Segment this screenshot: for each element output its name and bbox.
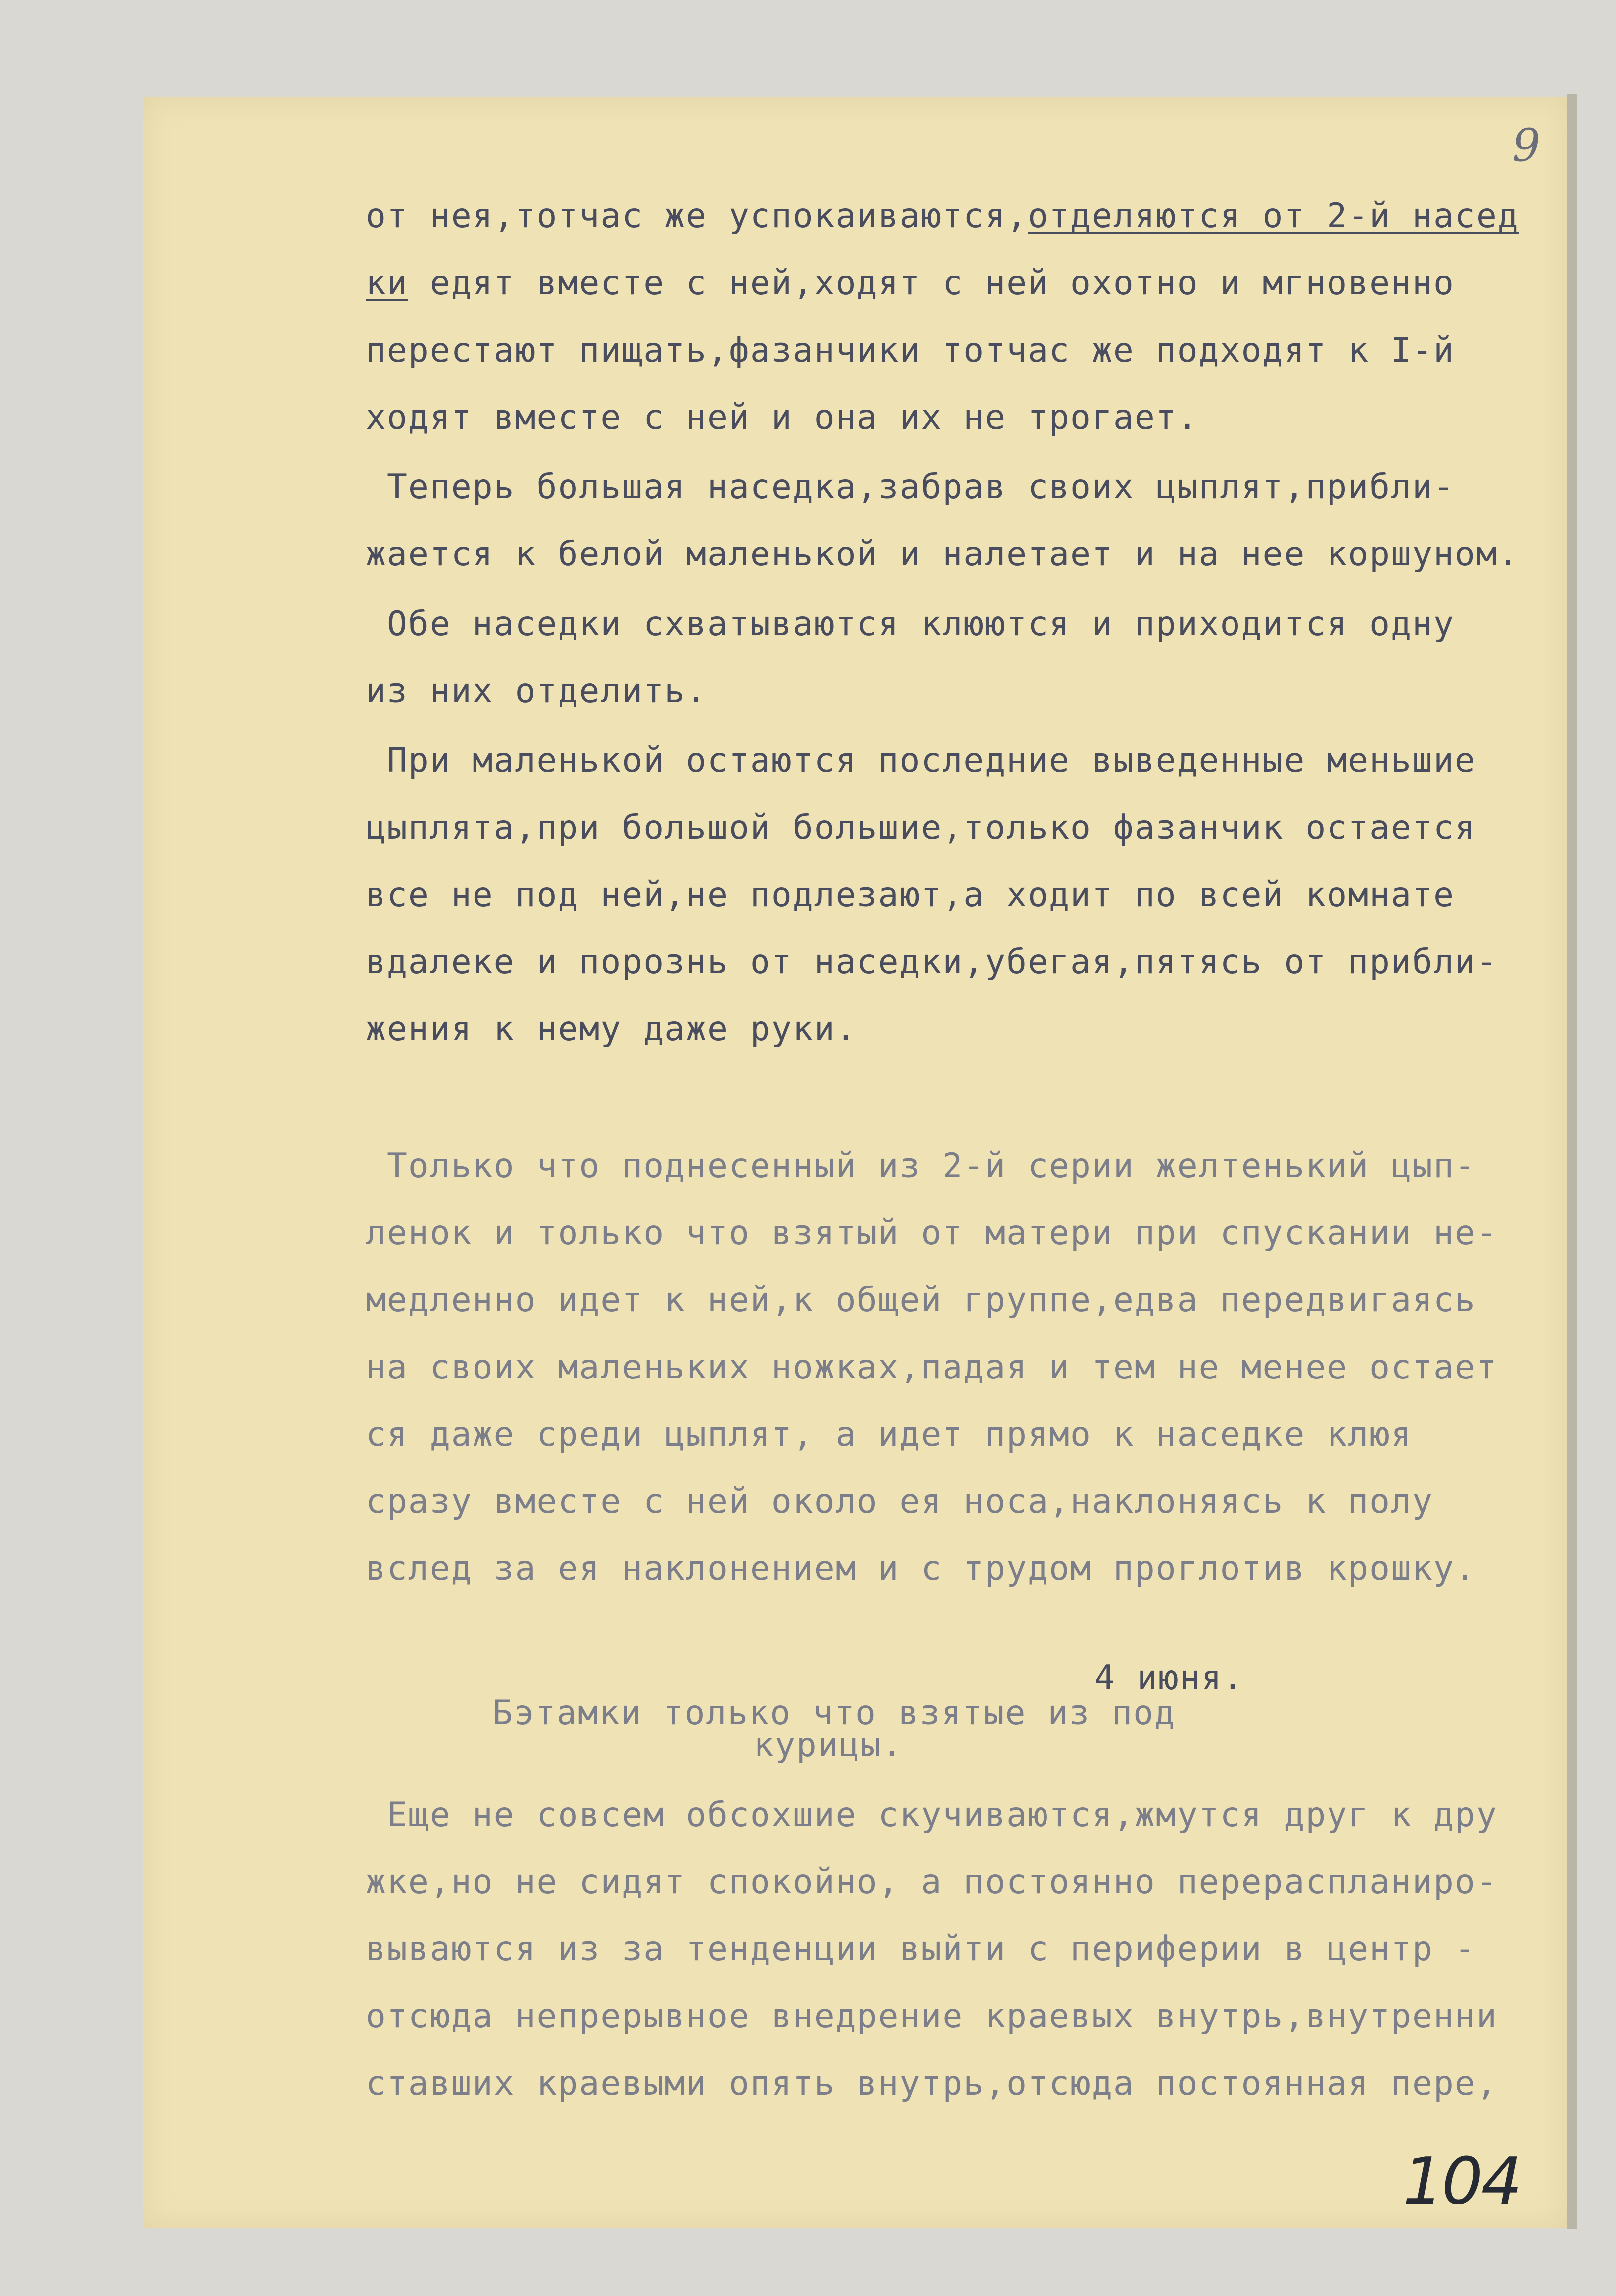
- text-line: [366, 604, 1455, 643]
- text-line: [366, 467, 1455, 507]
- text-segment: ходят вместе с ней и она их не трогает.: [366, 398, 1199, 437]
- text-line: жке,но не сидят спокойно, а постоянно перераспланиро-: [366, 1862, 1498, 1902]
- archive-number: 104: [1403, 2143, 1521, 2219]
- text-segment: Обе наседки схватываются клюются и приходится одну: [366, 604, 1455, 643]
- text-line: [366, 1549, 1476, 1588]
- text-segment: вслед за ея наклонением и с трудом проглотив крошку.: [366, 1549, 1476, 1588]
- text-segment: от нея,тотчас же успокаиваются,: [366, 196, 1028, 236]
- text-line: ставших краевыми опять внутрь,отсюда постоянная пере,: [366, 2064, 1498, 2103]
- text-line: [366, 942, 1498, 982]
- text-line: [366, 671, 707, 711]
- page-edge-shadow: [1567, 94, 1577, 2229]
- text-segment: жения к нему даже руки.: [366, 1010, 857, 1049]
- text-line: вываются из за тенденции выйти с периферии в центр -: [366, 1929, 1476, 1969]
- text-segment: жается к белой маленькой и налетает и на нее коршуном.: [366, 535, 1519, 574]
- date-heading: 4 июня.: [1094, 1658, 1244, 1698]
- text-line: [366, 1415, 1412, 1454]
- section-heading-line-2: курицы.: [754, 1726, 903, 1765]
- text-segment: ся даже среди цыплят, а идет прямо к наседке клюя: [366, 1415, 1413, 1454]
- text-line: Еще не совсем обсохшие скучиваются,жмутся друг к дру: [366, 1795, 1498, 1835]
- text-line: [366, 875, 1455, 915]
- text-segment: цыплята,при большой большие,только фазанчик остается: [366, 808, 1476, 847]
- text-line: [366, 196, 1519, 236]
- text-segment: ленок и только что взятый от матери при спускании не-: [366, 1213, 1498, 1253]
- text-line: [366, 1146, 1476, 1186]
- text-line: [366, 331, 1455, 370]
- underlined-text: ки: [366, 264, 408, 303]
- text-segment: Теперь большая наседка,забрав своих цыплят,прибли-: [366, 467, 1455, 507]
- text-line: [366, 398, 1199, 437]
- text-line: [366, 808, 1476, 847]
- text-segment: на своих маленьких ножках,падая и тем не менее остает: [366, 1348, 1498, 1387]
- section-heading-line-1: Бэтамки только что взятые из под: [492, 1693, 1176, 1733]
- text-segment: едят вместе с ней,ходят с ней охотно и мгновенно: [408, 264, 1455, 303]
- text-segment: вдалеке и порознь от наседки,убегая,пятясь от прибли-: [366, 942, 1498, 982]
- text-line: отсюда непрерывное внедрение краевых внутрь,внутренни: [366, 1997, 1498, 2036]
- text-line: [366, 1482, 1433, 1521]
- text-segment: При маленькой остаются последние выведенные меньшие: [366, 741, 1476, 780]
- text-line: [366, 1281, 1476, 1320]
- folio-mark: 9: [1512, 119, 1541, 172]
- text-line: [366, 535, 1519, 574]
- text-segment: сразу вместе с ней около ея носа,наклоняясь к полу: [366, 1482, 1433, 1521]
- text-line: [366, 1010, 857, 1049]
- text-segment: перестают пищать,фазанчики тотчас же подходят к I-й: [366, 331, 1455, 370]
- underlined-text: отделяются от 2-й насед: [1028, 196, 1519, 236]
- text-segment: из них отделить.: [366, 671, 708, 711]
- text-line: [366, 264, 1455, 303]
- text-line: [366, 741, 1476, 780]
- text-line: [366, 1348, 1498, 1387]
- text-line: [366, 1213, 1498, 1253]
- text-segment: все не под ней,не подлезают,а ходит по всей комнате: [366, 875, 1455, 915]
- text-segment: Только что поднесенный из 2-й серии желтенький цып-: [366, 1146, 1476, 1186]
- text-segment: медленно идет к ней,к общей группе,едва передвигаясь: [366, 1281, 1476, 1320]
